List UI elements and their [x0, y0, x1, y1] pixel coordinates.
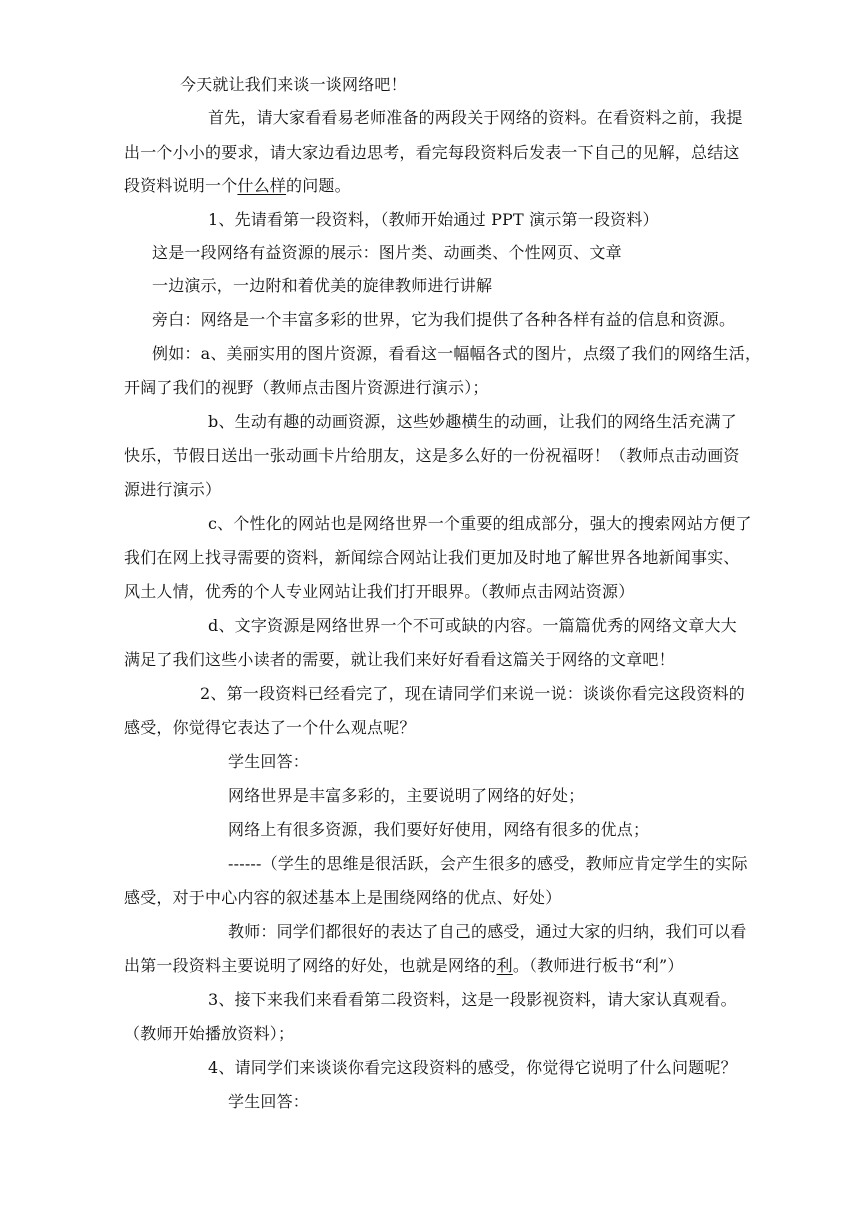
paragraph-line [124, 175, 351, 197]
paragraph-line: 感受，对于中心内容的叙述基本上是围绕网络的优点、好处） [124, 888, 562, 907]
underlined-text: 什么样 [237, 176, 287, 195]
paragraph-line: 1、先请看第一段资料，（教师开始通过 PPT 演示第一段资料） [208, 210, 659, 229]
paragraph-line: d、文字资源是网络世界一个不可或缺的内容。一篇篇优秀的网络文章大大 [208, 616, 737, 635]
paragraph-line: 这是一段网络有益资源的展示：图片类、动画类、个性网页、文章 [152, 243, 622, 262]
paragraph-line: 风土人情，优秀的个人专业网站让我们打开眼界。（教师点击网站资源） [124, 582, 635, 601]
paragraph-line: 学生回答： [228, 1092, 310, 1111]
paragraph-line: 学生回答： [228, 752, 310, 771]
text-run: 的问题。 [286, 176, 351, 195]
paragraph-line: （教师开始播放资料）； [124, 1024, 295, 1043]
paragraph-line: 首先，请大家看看易老师准备的两段关于网络的资料。在看资料之前，我提 [208, 108, 743, 127]
paragraph-line: c、个性化的网站也是网络世界一个重要的组成部分，强大的搜索网站方便了 [208, 514, 752, 533]
paragraph-line: ------（学生的思维是很活跃，会产生很多的感受，教师应肯定学生的实际 [228, 854, 748, 873]
paragraph-line: 3、接下来我们来看看第二段资料，这是一段影视资料，请大家认真观看。 [208, 990, 737, 1009]
paragraph-line [124, 955, 684, 977]
underlined-text: 利 [496, 956, 513, 975]
paragraph-line: b、生动有趣的动画资源，这些妙趣横生的动画，让我们的网络生活充满了 [208, 412, 737, 431]
text-run: 段资料说明一个 [124, 176, 238, 195]
paragraph-line: 一边演示，一边附和着优美的旋律教师进行讲解 [152, 276, 493, 295]
paragraph-line: 开阔了我们的视野（教师点击图片资源进行演示）； [124, 378, 489, 397]
paragraph-line: 感受，你觉得它表达了一个什么观点呢？ [124, 718, 416, 737]
paragraph-line: 源进行演示） [124, 480, 222, 499]
paragraph-line: 出一个小小的要求，请大家边看边思考，看完每段资料后发表一下自己的见解，总结这 [124, 143, 740, 162]
paragraph-line: 4、请同学们来谈谈你看完这段资料的感受，你觉得它说明了什么问题呢？ [208, 1058, 737, 1077]
text-run: 出第一段资料主要说明了网络的好处，也就是网络的 [124, 956, 497, 975]
paragraph-line: 旁白：网络是一个丰富多彩的世界，它为我们提供了各种各样有益的信息和资源。 [152, 310, 736, 329]
paragraph-line: 2、第一段资料已经看完了，现在请同学们来说一说：谈谈你看完这段资料的 [200, 684, 745, 703]
paragraph-line: 满足了我们这些小读者的需要，就让我们来好好看看这篇关于网络的文章吧！ [124, 650, 675, 669]
paragraph-line: 网络世界是丰富多彩的，主要说明了网络的好处； [228, 786, 585, 805]
paragraph-line: 我们在网上找寻需要的资料，新闻综合网站让我们更加及时地了解世界各地新闻事实、 [124, 548, 740, 567]
paragraph-line: 快乐，节假日送出一张动画卡片给朋友，这是多么好的一份祝福呀！（教师点击动画资 [124, 446, 740, 465]
paragraph-line: 今天就让我们来谈一谈网络吧！ [180, 75, 407, 94]
paragraph-line: 例如：a、美丽实用的图片资源，看看这一幅幅各式的图片，点缀了我们的网络生活， [152, 344, 762, 363]
text-run: 。（教师进行板书“利”） [512, 956, 684, 975]
paragraph-line: 网络上有很多资源，我们要好好使用，网络有很多的优点； [228, 820, 650, 839]
paragraph-line: 教师：同学们都很好的表达了自己的感受，通过大家的归纳，我们可以看 [228, 922, 747, 941]
